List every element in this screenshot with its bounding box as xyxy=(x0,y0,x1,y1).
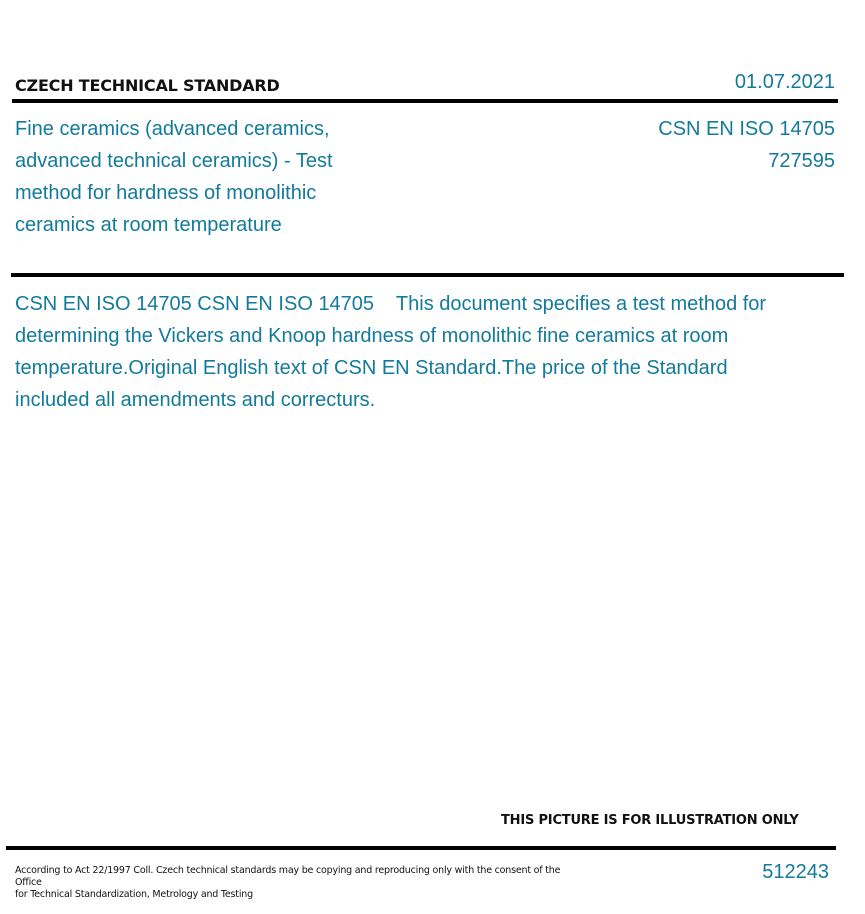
legal-notice-line-1: According to Act 22/1997 Coll. Czech technical standards may be copying and reproducing only with the consent of the Office xyxy=(15,865,561,888)
footer-code: 512243 xyxy=(762,861,829,883)
publication-date: 01.07.2021 xyxy=(734,71,835,93)
standard-designation: CSN EN ISO 14705 xyxy=(658,118,835,140)
title-divider xyxy=(11,273,844,277)
standard-title: Fine ceramics (advanced ceramics, advanced technical ceramics) - Test method for hardness of monolithic ceramics at room temperature xyxy=(15,118,333,236)
document-type-heading: CZECH TECHNICAL STANDARD xyxy=(15,76,280,95)
standard-description: CSN EN ISO 14705 CSN EN ISO 14705 This document specifies a test method for determining the Vickers and Knoop hardness of monolithic fine ceramics at room temperature.Original English text of CSN EN Standard.The price of the Standard included all amendments and correcturs. xyxy=(15,293,772,411)
standard-identifiers xyxy=(658,113,835,177)
legal-notice-line-2: for Technical Standardization, Metrology and Testing xyxy=(15,889,253,900)
illustration-disclaimer: THIS PICTURE IS FOR ILLUSTRATION ONLY xyxy=(501,813,799,828)
footer-divider xyxy=(6,846,836,850)
catalog-number: 727595 xyxy=(768,150,835,172)
legal-notice xyxy=(15,865,585,901)
header-divider xyxy=(12,99,838,103)
